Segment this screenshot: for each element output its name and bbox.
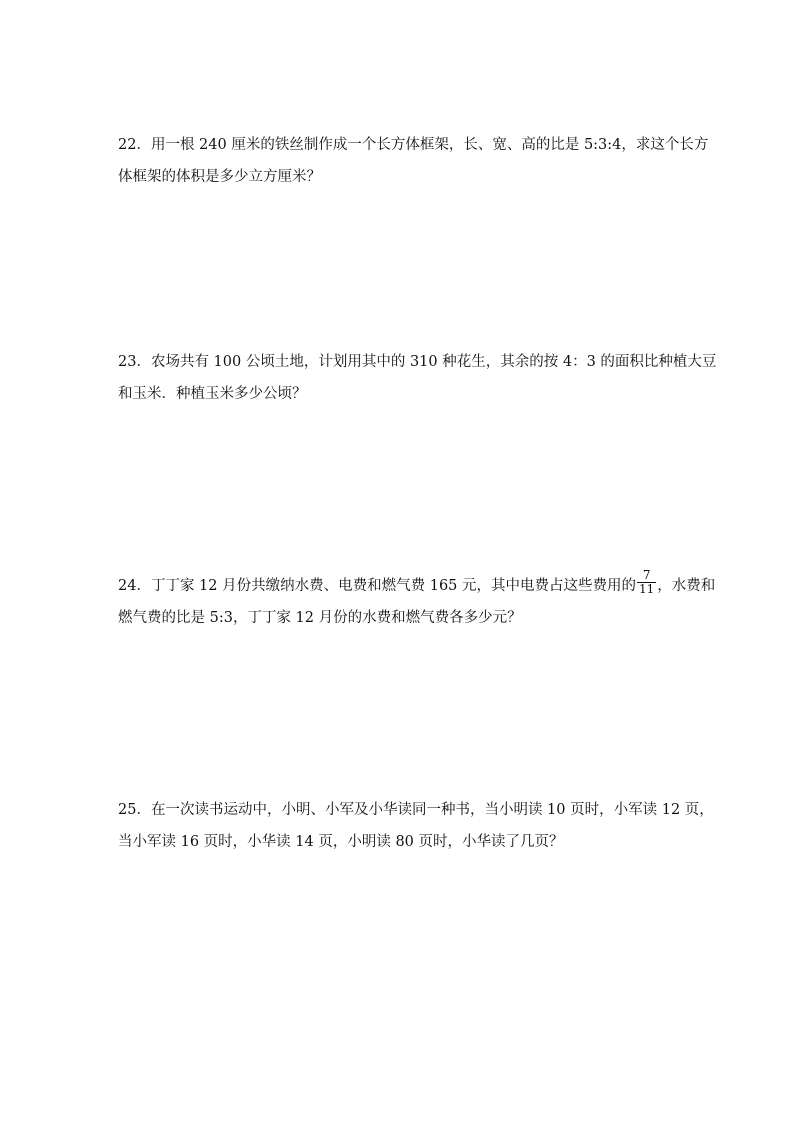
question-25 <box>118 794 714 858</box>
question-24-line-1 <box>118 567 716 602</box>
question-25-line-2: 当小军读 16 页时，小华读 14 页，小明读 80 页时，小华读了几页？ <box>118 834 564 850</box>
question-22-line-2: 体框架的体积是多少立方厘米？ <box>118 169 321 185</box>
question-25-line-1: 25．在一次读书运动中，小明、小军及小华读同一种书，当小明读 10 页时，小军读 12 页， <box>118 802 714 818</box>
question-24-line-1-before: 24．丁丁家 12 月份共缴纳水费、电费和燃气费 165 元，其中电费占这些费用的 <box>118 578 637 594</box>
question-22 <box>118 129 709 193</box>
question-24-line-2: 燃气费的比是 5:3，丁丁家 12 月份的水费和燃气费各多少元？ <box>118 610 522 626</box>
question-24-line-1-after: ，水费和 <box>657 578 716 594</box>
fraction-denominator: 11 <box>639 581 655 596</box>
question-23-line-1: 23．农场共有 100 公顷土地，计划用其中的 310 种花生，其余的按 4：3 的面积比种植大豆 <box>118 354 717 370</box>
question-23-line-2: 和玉米．种植玉米多少公顷？ <box>118 386 307 402</box>
question-23 <box>118 346 717 410</box>
question-24 <box>118 567 716 634</box>
fraction-seven-elevenths <box>637 569 656 596</box>
question-22-line-1: 22．用一根 240 厘米的铁丝制作成一个长方体框架，长、宽、高的比是 5:3:4，求这个长方 <box>118 137 709 153</box>
fraction-numerator: 7 <box>637 569 656 583</box>
